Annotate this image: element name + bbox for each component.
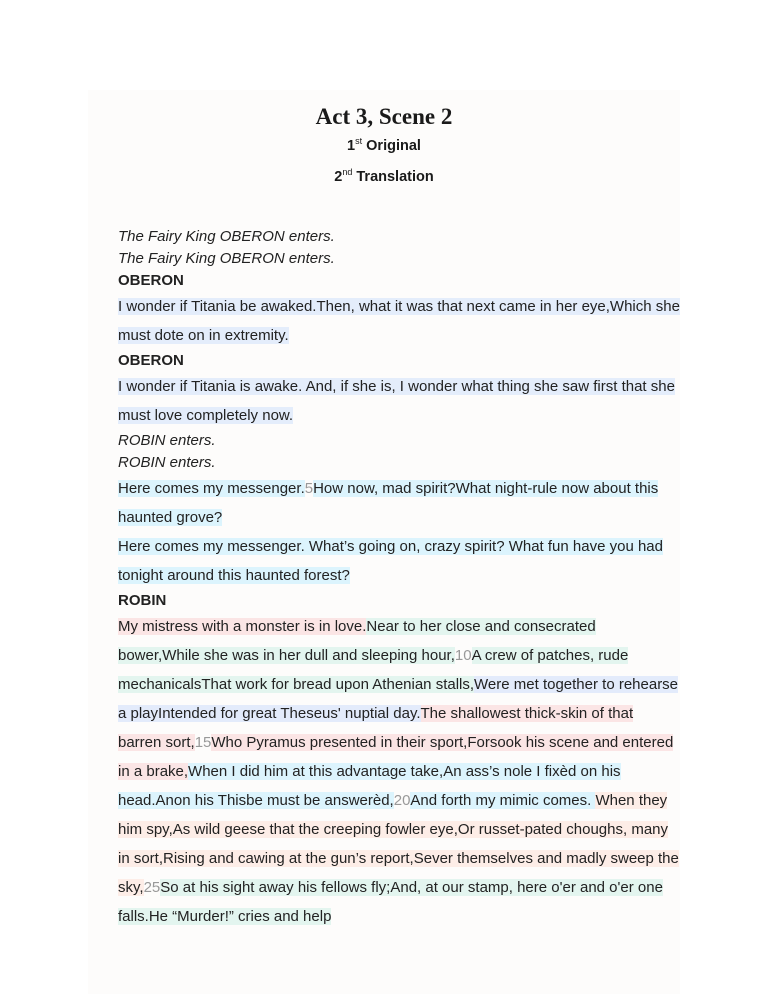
page-title: Act 3, Scene 2 xyxy=(315,104,453,129)
line-number: 5 xyxy=(304,480,314,497)
highlight-segment: I wonder if Titania is awake. And, if she is, I wonder what thing she saw first that she must love completely now. xyxy=(118,378,675,424)
speaker-name: OBERON xyxy=(118,272,184,289)
legend-num: 2 xyxy=(334,169,343,185)
speaker-name: ROBIN xyxy=(118,592,167,609)
highlight-segment: Near to her close and consecrated bower,While she was in her dull and sleeping hour, xyxy=(118,618,596,664)
highlight-segment: And forth my mimic comes. xyxy=(410,792,596,809)
highlight-segment: Here comes my messenger. xyxy=(118,480,305,497)
legend-num: 1 xyxy=(347,138,356,154)
legend-translation xyxy=(88,167,680,185)
highlight-segment: So at his sight away his fellows fly;And, at our stamp, here o'er and o'er one falls.He “Murder!” cries and help xyxy=(118,879,663,925)
line-number: 20 xyxy=(393,792,411,809)
highlight-segment: My mistress with a monster is in love. xyxy=(118,618,367,635)
speaker-name: OBERON xyxy=(118,352,184,369)
legend-label: Original xyxy=(366,138,421,154)
highlight-segment: When they him spy,As wild geese that the creeping fowler eye,Or russet-pated choughs, many in sort,Rising and cawing at the gun’s report,Sever themselves and madly sweep the sky, xyxy=(118,792,679,896)
line-number: 10 xyxy=(454,647,472,664)
highlight-segment: Were met together to rehearse a playIntended for great Theseus' nuptial day. xyxy=(118,676,679,722)
highlight-segment: I wonder if Titania be awaked.Then, what it was that next came in her eye,Which she must dote on in extremity. xyxy=(118,298,680,344)
line-number: 25 xyxy=(143,879,161,896)
highlight-segment: When I did him at this advantage take,An ass’s nole I fixèd on his head.Anon his Thisbe must be answerèd, xyxy=(118,763,621,809)
highlight-segment: The shallowest thick-skin of that barren sort, xyxy=(118,705,634,751)
highlight-segment: A crew of patches, rude mechanicalsThat work for bread upon Athenian stalls, xyxy=(118,647,629,693)
original-line xyxy=(118,292,680,350)
legend-sup: nd xyxy=(342,167,353,177)
document-page xyxy=(88,90,680,994)
translation-line xyxy=(118,372,680,430)
stage-direction: The Fairy King OBERON enters. xyxy=(118,250,335,267)
stage-direction: The Fairy King OBERON enters. xyxy=(118,228,335,245)
legend-original xyxy=(88,136,680,154)
stage-direction: ROBIN enters. xyxy=(118,432,216,449)
script-body xyxy=(118,226,680,931)
legend-sup: st xyxy=(355,136,363,146)
highlight-segment: How now, mad spirit?What night-rule now about this haunted grove? xyxy=(118,480,659,526)
robin-speech xyxy=(118,612,680,931)
highlight-segment: Who Pyramus presented in their sport,Forsook his scene and entered in a brake, xyxy=(118,734,674,780)
original-line xyxy=(118,474,680,532)
legend-label: Translation xyxy=(356,169,434,185)
line-number: 15 xyxy=(194,734,212,751)
stage-direction: ROBIN enters. xyxy=(118,454,216,471)
highlight-segment: Here comes my messenger. What’s going on, crazy spirit? What fun have you had tonight around this haunted forest? xyxy=(118,538,663,584)
translation-line xyxy=(118,532,680,590)
